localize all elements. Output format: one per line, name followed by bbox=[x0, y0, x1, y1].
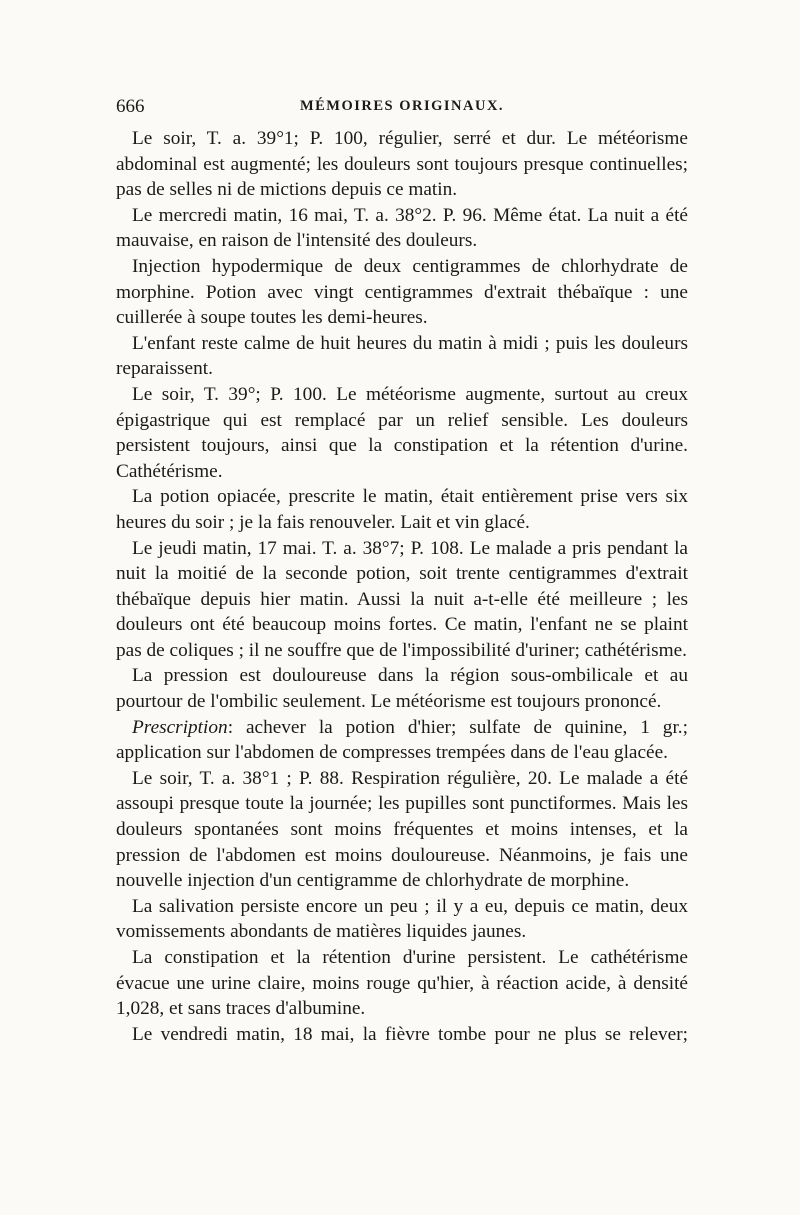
paragraph: La pression est douloureuse dans la région sous-ombilicale et au pourtour de l'ombilic seulement. Le météorisme est toujours prononcé. bbox=[116, 665, 688, 713]
page-header bbox=[116, 96, 688, 126]
body-text bbox=[116, 126, 688, 1047]
paragraph: Injection hypodermique de deux centigrammes de chlorhydrate de morphine. Potion avec vingt centigrammes d'extrait thébaïque : une cuillerée à soupe toutes les demi-heures. bbox=[116, 255, 688, 329]
prescription-label: Prescription bbox=[132, 716, 228, 738]
paragraph: Le soir, T. 39°; P. 100. Le météorisme augmente, surtout au creux épigastrique qui est remplacé par un relief sensible. Les douleurs persistent toujours, ainsi que la constipation et la rétention d'urine. Cathétérisme. bbox=[116, 383, 688, 482]
paragraph: Le mercredi matin, 16 mai, T. a. 38°2. P. 96. Même état. La nuit a été mauvaise, en raison de l'intensité des douleurs. bbox=[116, 204, 688, 252]
paragraph-continuation: application sur l'abdomen de compresses trempées dans de l'eau glacée. bbox=[116, 742, 668, 764]
paragraph: La potion opiacée, prescrite le matin, était entièrement prise vers six heures du soir ; je la fais renouveler. Lait et vin glacé. bbox=[116, 486, 688, 533]
paragraph: Le vendredi matin, 18 mai, la fièvre tombe pour ne plus se relever; bbox=[132, 1023, 688, 1045]
prescription-paragraph bbox=[116, 715, 688, 766]
paragraph: L'enfant reste calme de huit heures du matin à midi ; puis les douleurs reparaissent. bbox=[116, 332, 688, 380]
prescription-text: : achever la potion d'hier; sulfate de quinine, 1 gr.; bbox=[227, 716, 688, 738]
page-number: 666 bbox=[116, 96, 145, 117]
paragraph: Le soir, T. a. 38°1 ; P. 88. Respiration régulière, 20. Le malade a été assoupi presque toute la journée; les pupilles sont punctiformes. Mais les douleurs spontanées sont moins fréquentes et moins intenses, et la pression de l'abdomen est moins douloureuse. Néanmoins, je fais une nouvelle injection d'un centigramme de chlorhydrate de morphine. bbox=[116, 767, 688, 892]
paragraph: La salivation persiste encore un peu ; il y a eu, depuis ce matin, deux vomissements abondants de matières liquides jaunes. bbox=[116, 895, 688, 943]
paragraph: Le jeudi matin, 17 mai. T. a. 38°7; P. 108. Le malade a pris pendant la nuit la moitié de la seconde potion, soit trente centigrammes d'extrait thébaïque depuis hier matin. Aussi la nuit a-t-elle été meilleure ; les douleurs ont été beaucoup moins fortes. Ce matin, l'enfant ne se plaint pas de coliques ; il ne souffre que de l'impossibilité d'uriner; cathétérisme. bbox=[116, 537, 688, 661]
paragraph: La constipation et la rétention d'urine persistent. Le cathétérisme évacue une urine claire, moins rouge qu'hier, à réaction acide, à densité 1,028, et sans traces d'albumine. bbox=[116, 947, 688, 1020]
paragraph: Le soir, T. a. 39°1; P. 100, régulier, serré et dur. Le météorisme abdominal est augmenté; les douleurs sont toujours presque continuelles; pas de selles ni de mictions depuis ce matin. bbox=[116, 128, 688, 201]
book-page bbox=[116, 96, 688, 1047]
running-title: MÉMOIRES ORIGINAUX. bbox=[299, 98, 505, 114]
